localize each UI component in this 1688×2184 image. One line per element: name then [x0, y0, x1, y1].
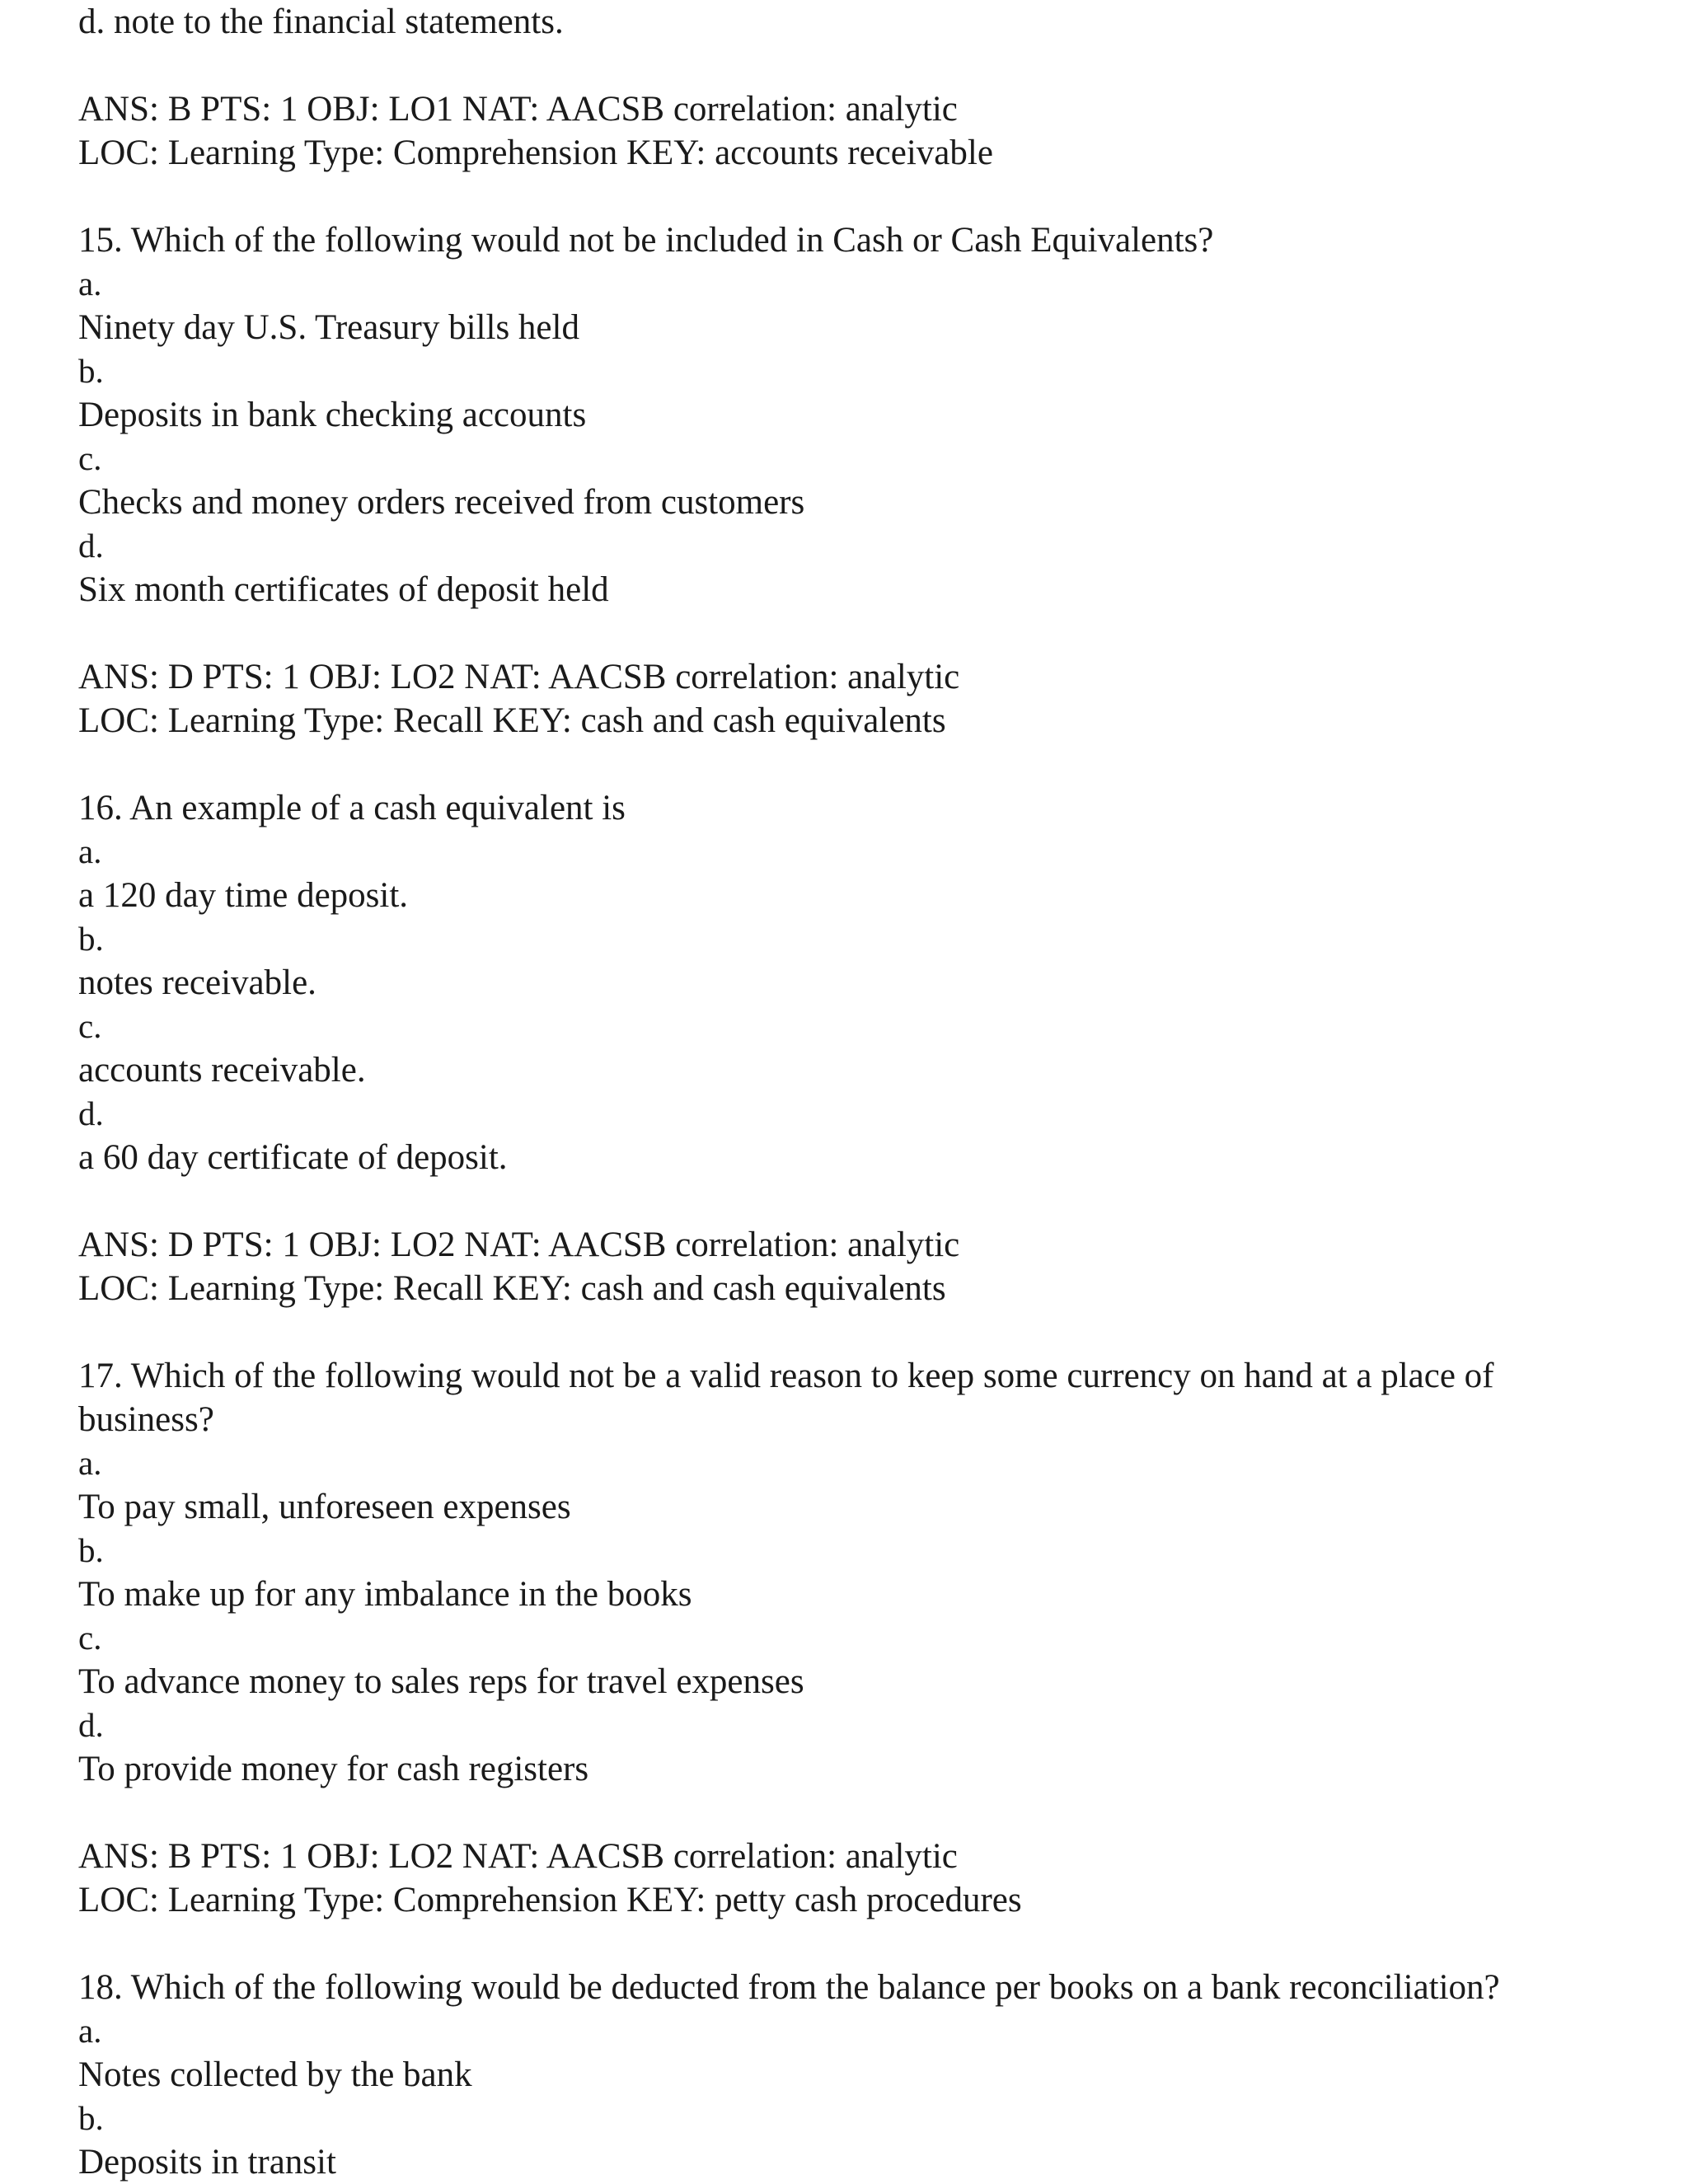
question-15: [78, 218, 1644, 743]
question-stem: 17. Which of the following would not be a valid reason to keep some currency on hand at a place of: [78, 1357, 1494, 1395]
question-stem: 16. An example of a cash equivalent is: [78, 789, 626, 827]
option-letter-a: a.: [78, 832, 102, 870]
option-text-d: To provide money for cash registers: [78, 1750, 589, 1788]
option-letter-a: a.: [78, 2012, 102, 2050]
answer-meta-line: LOC: Learning Type: Recall KEY: cash and cash equivalents: [78, 701, 946, 740]
option-text-a: Ninety day U.S. Treasury bills held: [78, 308, 579, 347]
document-page: [78, 0, 1644, 2184]
option-text-d: Six month certificates of deposit held: [78, 570, 609, 609]
answer-meta-line: LOC: Learning Type: Comprehension KEY: petty cash procedures: [78, 1881, 1022, 1919]
option-text-c: accounts receivable.: [78, 1051, 366, 1090]
option-letter-a: a.: [78, 1444, 102, 1482]
question-17: [78, 1354, 1644, 1922]
option-text-b: Deposits in transit: [78, 2143, 336, 2182]
option-letter-c: c.: [78, 439, 102, 477]
previous-question-option-d: d. note to the financial statements.: [78, 2, 564, 41]
option-letter-d: d.: [78, 1094, 104, 1132]
answer-key-line: ANS: D PTS: 1 OBJ: LO2 NAT: AACSB correlation: analytic: [78, 658, 960, 696]
answer-key-line: ANS: B PTS: 1 OBJ: LO1 NAT: AACSB correlation: analytic: [78, 90, 958, 129]
option-text-b: Deposits in bank checking accounts: [78, 396, 587, 434]
question-stem: 15. Which of the following would not be included in Cash or Cash Equivalents?: [78, 221, 1214, 260]
option-letter-d: d.: [78, 1706, 104, 1744]
option-letter-c: c.: [78, 1619, 102, 1657]
option-text-b: notes receivable.: [78, 963, 316, 1002]
option-text-a: Notes collected by the bank: [78, 2055, 472, 2094]
question-18: [78, 1966, 1644, 2184]
option-letter-c: c.: [78, 1007, 102, 1045]
answer-key-line: ANS: D PTS: 1 OBJ: LO2 NAT: AACSB correlation: analytic: [78, 1226, 960, 1264]
option-letter-b: b.: [78, 2099, 104, 2137]
option-letter-d: d.: [78, 527, 104, 565]
option-text-b: To make up for any imbalance in the books: [78, 1575, 692, 1614]
question-16: [78, 786, 1644, 1310]
option-letter-b: b.: [78, 1531, 104, 1569]
option-letter-a: a.: [78, 265, 102, 302]
option-letter-b: b.: [78, 920, 104, 958]
option-text-c: Checks and money orders received from customers: [78, 483, 805, 522]
option-text-a: a 120 day time deposit.: [78, 876, 409, 915]
option-text-c: To advance money to sales reps for travel expenses: [78, 1662, 804, 1701]
answer-key-line: ANS: B PTS: 1 OBJ: LO2 NAT: AACSB correlation: analytic: [78, 1837, 958, 1876]
question-stem-continued: business?: [78, 1400, 214, 1439]
option-text-a: To pay small, unforeseen expenses: [78, 1488, 571, 1526]
question-stem: 18. Which of the following would be deducted from the balance per books on a bank reconciliation?: [78, 1968, 1500, 2007]
option-letter-b: b.: [78, 352, 104, 390]
answer-meta-line: LOC: Learning Type: Recall KEY: cash and cash equivalents: [78, 1269, 946, 1308]
answer-meta-line: LOC: Learning Type: Comprehension KEY: accounts receivable: [78, 134, 993, 172]
option-text-d: a 60 day certificate of deposit.: [78, 1138, 508, 1177]
